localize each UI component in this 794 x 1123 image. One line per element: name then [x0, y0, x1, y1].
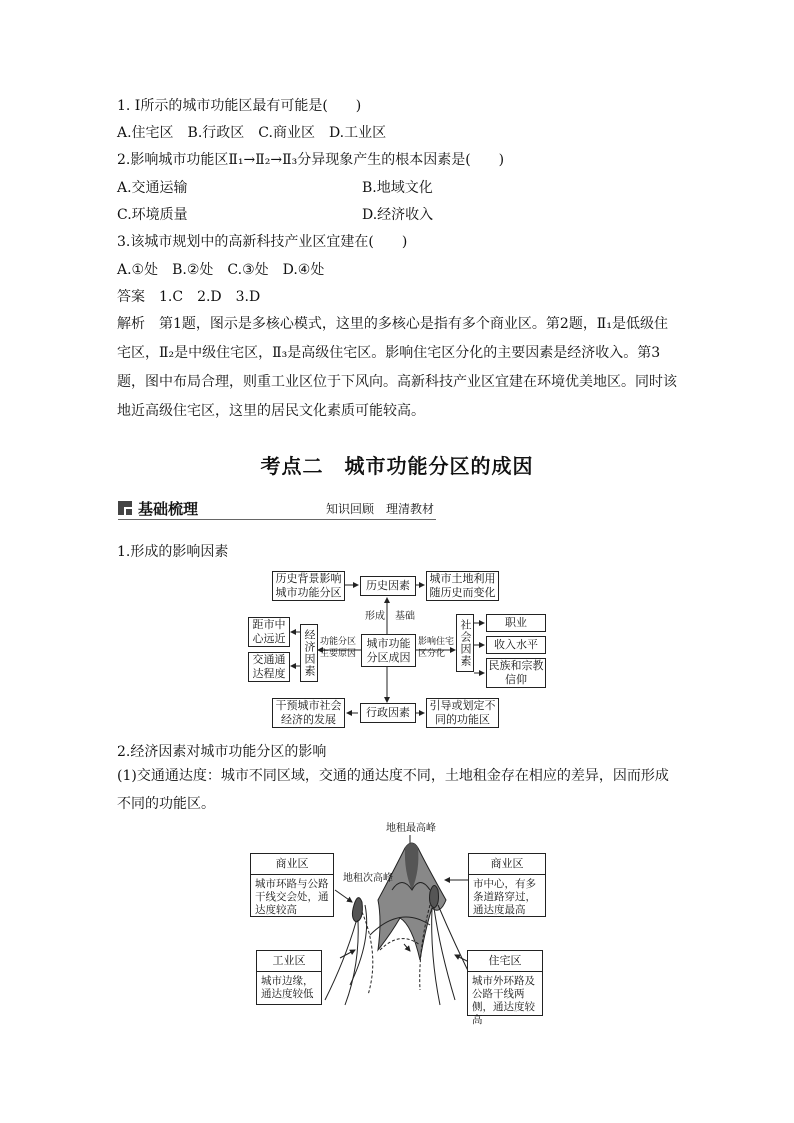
sub-peak-right [430, 885, 439, 908]
box-admin-guide: 引导或划定不同的功能区 [426, 698, 499, 728]
commercial-left-text: 城市环路与公路干线交会处，通达度较高 [255, 878, 329, 916]
commercial-right-title: 商业区 [469, 854, 545, 875]
section-title: 考点二 城市功能分区的成因 [260, 454, 534, 478]
question-3: 3.该城市规划中的高新科技产业区宜建在( ) [117, 234, 408, 250]
box-commercial-right [468, 853, 546, 917]
question-2-option-c: C.环境质量 [117, 207, 188, 223]
industrial-text: 城市边缘，通达度较低 [261, 975, 314, 1000]
box-history-land-use: 城市土地利用随历史而变化 [426, 571, 499, 601]
analysis-paragraph: 解析 第1题，图示是多核心模式，这里的多核心是指有多个商业区。第2题，Ⅱ₁是低级住宅区，Ⅱ₂是中级住宅区，Ⅱ₃是高级住宅区。影响住宅区分化的主要因素是经济收入。第3题，图中布局合理，则重工业区位于下风向。高新科技产业区宜建在环境优美地区。同时该地近高级住宅区，这里的居民文化素质可能较高。 [117, 316, 677, 419]
box-history-factor: 历史因素 [360, 576, 416, 596]
box-admin-intervene: 干预城市社会经济的发展 [272, 698, 345, 728]
label-form-base: 形成 基础 [365, 611, 415, 622]
box-industrial [256, 950, 322, 1005]
question-2-option-a: A.交通运输 [117, 180, 188, 196]
box-ethnic-religion: 民族和宗教信仰 [486, 658, 546, 688]
question-3-options: A.①处 B.②处 C.③处 D.④处 [117, 262, 325, 278]
heading-economic: 2.经济因素对城市功能分区的影响 [117, 744, 327, 760]
question-2-option-d: D.经济收入 [362, 207, 434, 223]
sub-peak-left [352, 898, 362, 922]
box-distance-center: 距市中心远近 [248, 617, 290, 647]
box-admin-factor: 行政因素 [360, 703, 416, 723]
residential-text: 城市外环路及公路干线两侧，通达度较高 [472, 975, 535, 1026]
box-commercial-left [250, 853, 334, 917]
label-rent-sub-peak: 地租次高峰 [343, 873, 393, 884]
commercial-right-text: 市中心，有多条道路穿过，通达度最高 [473, 878, 536, 916]
box-occupation: 职业 [486, 614, 546, 632]
question-1: 1. Ⅰ所示的城市功能区最有可能是( ) [117, 98, 362, 114]
industrial-title: 工业区 [257, 951, 321, 972]
box-residential [467, 950, 543, 1026]
answer-line: 答案 1.C 2.D 3.D [117, 289, 261, 305]
question-2: 2.影响城市功能区Ⅱ₁→Ⅱ₂→Ⅱ₃分异现象产生的根本因素是( ) [117, 152, 505, 168]
section-header-sub: 知识回顾 理清教材 [326, 502, 435, 516]
paragraph-traffic: (1)交通通达度：城市不同区域，交通的通达度不同，土地租金存在相应的差异，因而形成不同的功能区。 [117, 768, 669, 812]
label-rent-peak: 地租最高峰 [386, 823, 436, 834]
box-income: 收入水平 [486, 636, 546, 654]
commercial-left-title: 商业区 [251, 854, 333, 875]
box-economic-factor: 经济因素 [300, 624, 318, 682]
heading-factors: 1.形成的影响因素 [117, 544, 229, 560]
residential-title: 住宅区 [468, 951, 542, 972]
label-main-reason: 功能分区主要原因 [320, 637, 357, 659]
question-1-options: A.住宅区 B.行政区 C.商业区 D.工业区 [117, 125, 387, 141]
box-social-factor: 社会因素 [456, 614, 474, 672]
box-traffic-access: 交通通达程度 [248, 652, 290, 682]
question-2-option-b: B.地域文化 [362, 180, 433, 196]
box-history-background: 历史背景影响城市功能分区 [272, 571, 345, 601]
label-residential-diff: 影响住宅区分化 [418, 637, 455, 659]
box-center-cause: 城市功能分区成因 [361, 634, 416, 667]
section-header: 基础梳理 [138, 500, 199, 518]
